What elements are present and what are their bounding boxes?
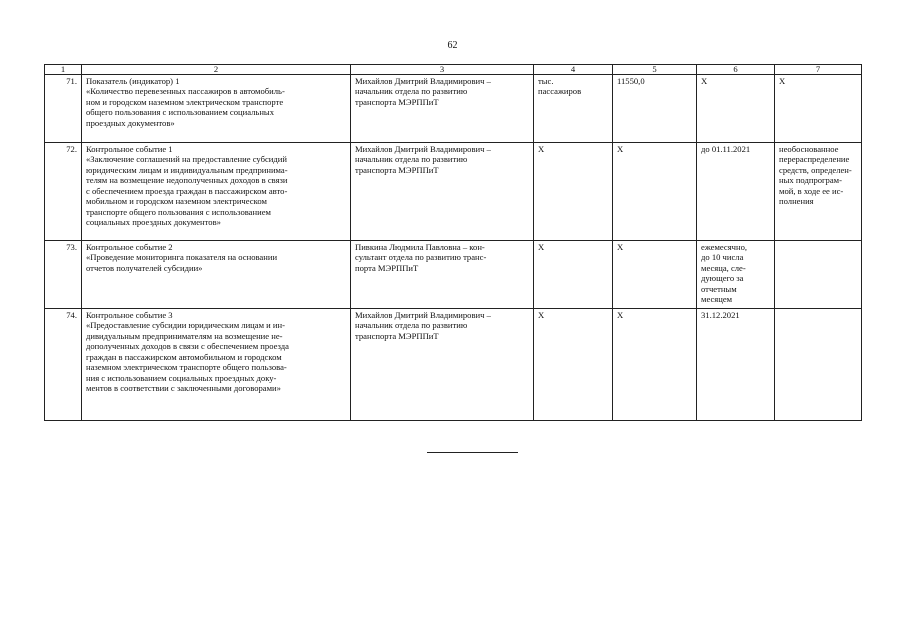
table-row xyxy=(45,241,862,309)
cell-line: сультант отдела по развитию транс- xyxy=(355,252,487,263)
column-header: 3 xyxy=(351,65,534,75)
cell-line: Показатель (индикатор) 1 xyxy=(86,76,180,86)
table-row xyxy=(45,143,862,241)
deadline-cell xyxy=(697,75,775,143)
description-cell xyxy=(82,75,351,143)
cell-line: Х xyxy=(617,242,624,252)
cell-line: Х xyxy=(538,310,545,320)
cell-line: дующего за xyxy=(701,273,744,284)
cell-line: начальник отдела по развитию xyxy=(355,154,468,165)
unit-cell xyxy=(534,241,613,309)
cell-line: мобильном и городском наземном электрическом xyxy=(86,196,267,207)
cell-line: тыс. xyxy=(538,76,554,86)
cell-line: отчетным xyxy=(701,283,737,294)
cell-line: до 10 числа xyxy=(701,252,744,263)
row-number: 71. xyxy=(45,75,82,143)
column-header: 7 xyxy=(775,65,862,75)
unit-cell xyxy=(534,143,613,241)
cell-line: полнения xyxy=(779,196,814,207)
cell-line: месяцем xyxy=(701,294,733,305)
cell-line: ных подпрограм- xyxy=(779,175,842,186)
unit-cell xyxy=(534,75,613,143)
value-cell xyxy=(613,241,697,309)
cell-line: пассажиров xyxy=(538,86,582,97)
description-cell xyxy=(82,143,351,241)
description-cell xyxy=(82,309,351,421)
table-row xyxy=(45,309,862,421)
cell-line: ежемесячно, xyxy=(701,242,748,252)
cell-line: 31.12.2021 xyxy=(701,310,740,320)
cell-line: Контрольное событие 1 xyxy=(86,144,173,154)
table-row xyxy=(45,75,862,143)
cell-line: Х xyxy=(617,144,624,154)
cell-line: Пивкина Людмила Павловна – кон- xyxy=(355,242,485,252)
row-number: 74. xyxy=(45,309,82,421)
cell-line: Х xyxy=(617,310,624,320)
cell-line: Х xyxy=(701,76,708,86)
column-header: 5 xyxy=(613,65,697,75)
cell-line: юридическим лицам и индивидуальным предпринима- xyxy=(86,164,288,175)
cell-line: дивидуальным предпринимателям на возмещение не- xyxy=(86,330,283,341)
cell-line: транспорте общего пользования с использованием xyxy=(86,206,271,217)
column-header: 2 xyxy=(82,65,351,75)
cell-line: транспорта МЭРППиТ xyxy=(355,330,439,341)
cell-line: Контрольное событие 2 xyxy=(86,242,173,252)
description-cell xyxy=(82,241,351,309)
value-cell xyxy=(613,75,697,143)
cell-line: перераспределение xyxy=(779,154,850,165)
value-cell xyxy=(613,309,697,421)
cell-line: «Заключение соглашений на предоставление субсидий xyxy=(86,154,287,165)
cell-line: телям на возмещение недополученных доходов в связи xyxy=(86,175,288,186)
note-cell xyxy=(775,309,862,421)
cell-line: ния с использованием социальных проездных доку- xyxy=(86,372,277,383)
cell-line: транспорта МЭРППиТ xyxy=(355,96,439,107)
cell-line: Михайлов Дмитрий Владимирович – xyxy=(355,76,491,86)
header-row xyxy=(45,65,862,75)
cell-line: «Проведение мониторинга показателя на основании xyxy=(86,252,278,263)
responsible-cell xyxy=(351,241,534,309)
cell-line: граждан в пассажирском автомобильном и городском xyxy=(86,351,282,362)
cell-line: социальных проездных документов» xyxy=(86,217,221,228)
cell-line: 11550,0 xyxy=(617,76,645,86)
deadline-cell xyxy=(697,309,775,421)
note-cell xyxy=(775,75,862,143)
deadline-cell xyxy=(697,143,775,241)
footer-divider xyxy=(427,452,518,453)
column-header: 4 xyxy=(534,65,613,75)
value-cell xyxy=(613,143,697,241)
responsible-cell xyxy=(351,143,534,241)
cell-line: ном и городском наземном электрическом транспорте xyxy=(86,96,284,107)
cell-line: Контрольное событие 3 xyxy=(86,310,173,320)
cell-line: Х xyxy=(538,242,545,252)
cell-line: Михайлов Дмитрий Владимирович – xyxy=(355,144,491,154)
column-header: 1 xyxy=(45,65,82,75)
column-header: 6 xyxy=(697,65,775,75)
row-number: 73. xyxy=(45,241,82,309)
responsible-cell xyxy=(351,75,534,143)
plan-table xyxy=(44,64,862,421)
cell-line: дополученных доходов в связи с обеспечением проезда xyxy=(86,341,289,352)
note-cell xyxy=(775,143,862,241)
row-number: 72. xyxy=(45,143,82,241)
cell-line: до 01.11.2021 xyxy=(701,144,751,154)
cell-line: месяца, сле- xyxy=(701,262,746,273)
cell-line: средств, определен- xyxy=(779,164,852,175)
responsible-cell xyxy=(351,309,534,421)
unit-cell xyxy=(534,309,613,421)
cell-line: транспорта МЭРППиТ xyxy=(355,164,439,175)
cell-line: наземном электрическом транспорте общего пользова- xyxy=(86,362,287,373)
cell-line: Х xyxy=(538,144,545,154)
cell-line: ментов в соответствии с заключенными договорами» xyxy=(86,383,281,394)
cell-line: с обеспечением проезда граждан в пассажирском авто- xyxy=(86,185,288,196)
cell-line: начальник отдела по развитию xyxy=(355,86,468,97)
cell-line: «Предоставление субсидии юридическим лицам и ин- xyxy=(86,320,285,331)
deadline-cell xyxy=(697,241,775,309)
cell-line: проездных документов» xyxy=(86,117,175,128)
cell-line: начальник отдела по развитию xyxy=(355,320,468,331)
cell-line: необоснованное xyxy=(779,144,839,154)
page-number: 62 xyxy=(447,40,458,51)
cell-line: общего пользования с использованием социальных xyxy=(86,107,274,118)
note-cell xyxy=(775,241,862,309)
cell-line: отчетов получателей субсидии» xyxy=(86,262,203,273)
cell-line: Михайлов Дмитрий Владимирович – xyxy=(355,310,491,320)
cell-line: «Количество перевезенных пассажиров в автомобиль- xyxy=(86,86,285,97)
cell-line: мой, в ходе ее ис- xyxy=(779,185,844,196)
cell-line: порта МЭРППиТ xyxy=(355,262,419,273)
cell-line: Х xyxy=(779,76,786,86)
